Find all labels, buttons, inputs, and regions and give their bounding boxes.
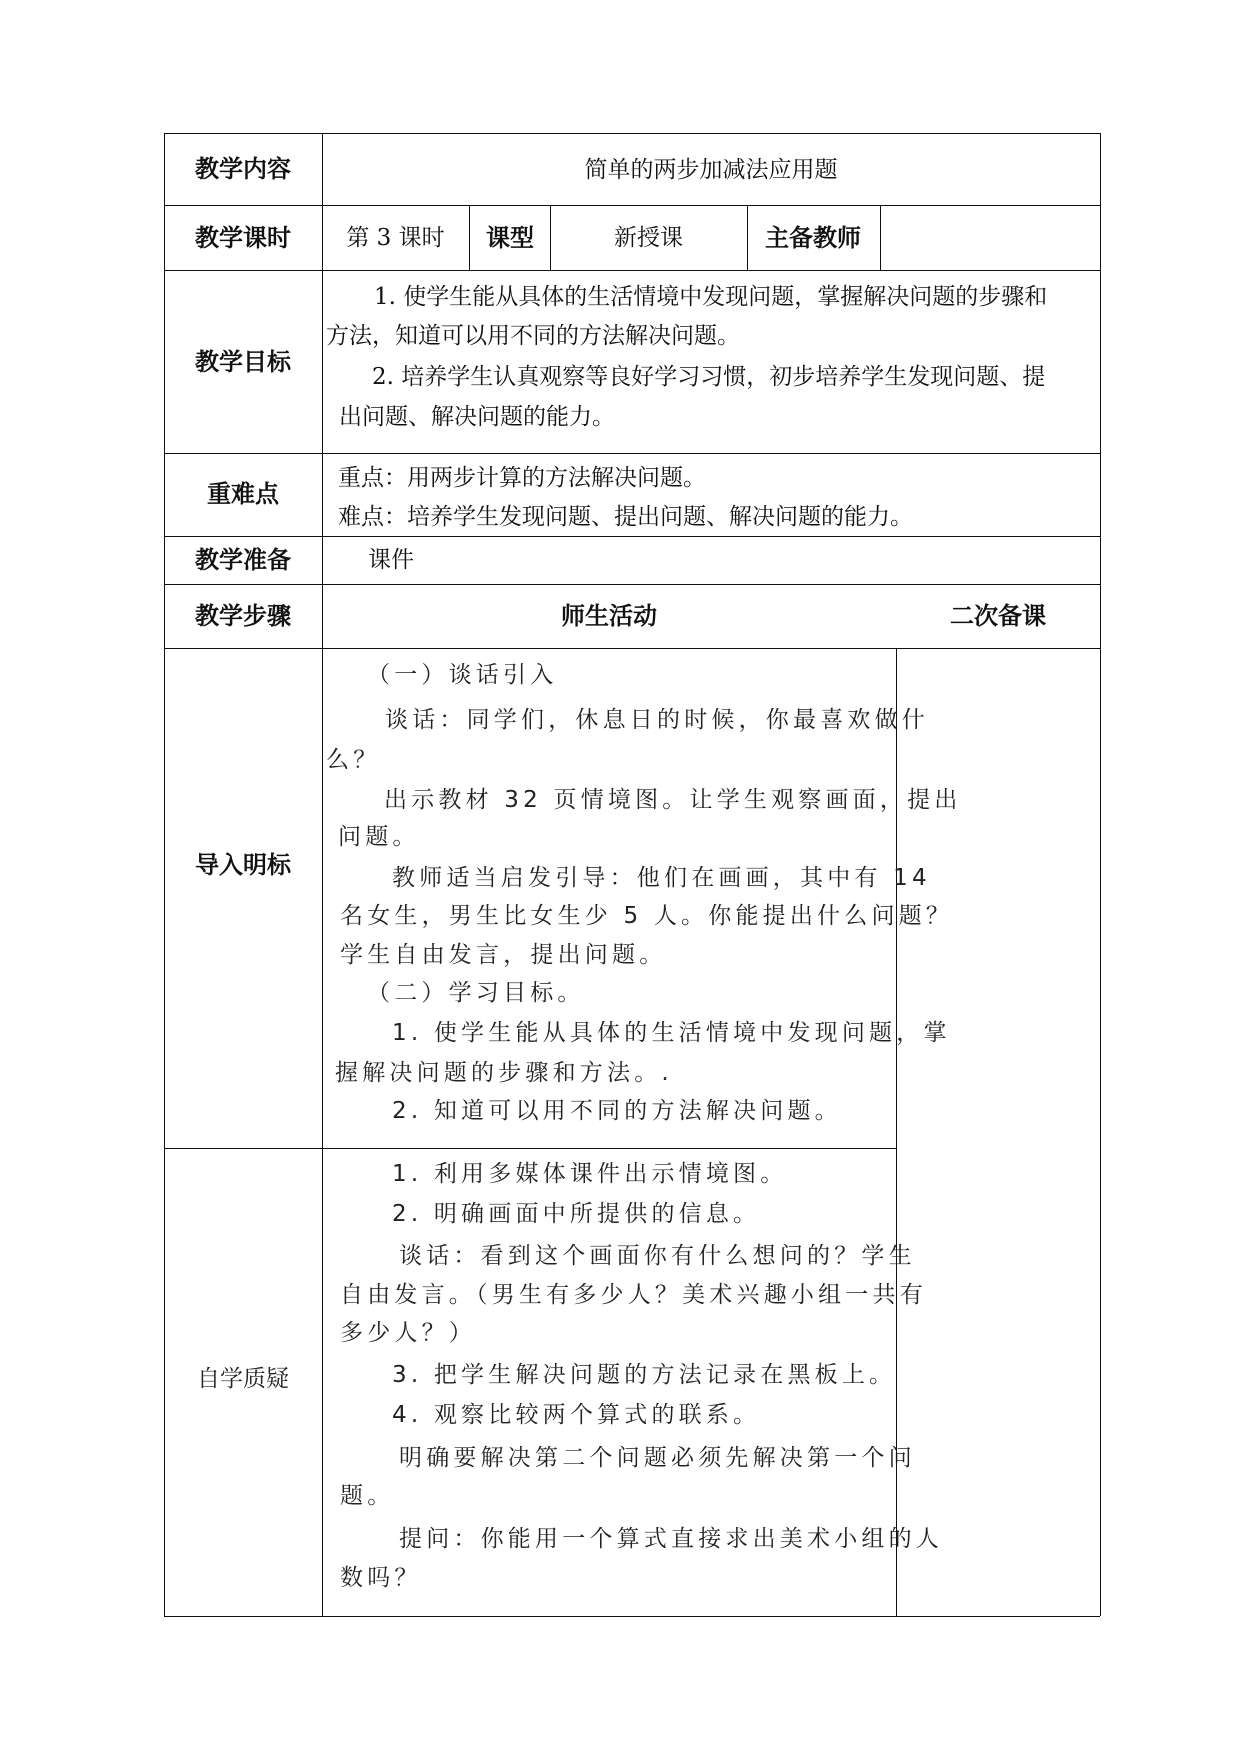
table-border-right — [1100, 1159, 1101, 1616]
self-study-line: 提问：你能用一个算式直接求出美术小组的人 — [399, 1526, 943, 1552]
goals-line: 方法，知道可以用不同的方法解决问题。 — [326, 323, 740, 349]
teacher-label: 主备教师 — [765, 224, 861, 252]
prep-value: 课件 — [368, 547, 414, 573]
goals-line: 出问题、解决问题的能力。 — [339, 404, 615, 430]
content-label: 教学内容 — [195, 155, 291, 183]
row-divider — [164, 584, 1100, 585]
table-border-left — [164, 133, 165, 1160]
self-study-line: 2. 明确画面中所提供的信息。 — [392, 1201, 761, 1227]
intro-line: （二）学习目标。 — [367, 980, 585, 1006]
key-point-line: 重点：用两步计算的方法解决问题。 — [338, 465, 706, 491]
intro-line: 问题。 — [338, 824, 420, 850]
intro-line: 出示教材 32 页情境图。让学生观察画面，提出 — [384, 787, 962, 813]
row-divider — [164, 648, 1100, 649]
activities-header: 师生活动 — [561, 602, 657, 630]
type-label: 课型 — [486, 224, 534, 252]
row-divider — [164, 453, 1100, 454]
self-study-section-label: 自学质疑 — [197, 1366, 289, 1392]
intro-line: 谈话：同学们，休息日的时候，你最喜欢做什 — [385, 707, 929, 733]
content-value: 简单的两步加减法应用题 — [584, 157, 838, 183]
column-divider — [896, 1148, 897, 1616]
intro-line: 1. 使学生能从具体的生活情境中发现问题，掌 — [392, 1020, 951, 1046]
self-study-line: 明确要解决第二个问题必须先解决第一个问 — [399, 1445, 916, 1471]
self-study-line: 1. 利用多媒体课件出示情境图。 — [392, 1161, 788, 1187]
column-divider — [322, 133, 323, 1160]
difficulty-line: 难点：培养学生发现问题、提出问题、解决问题的能力。 — [338, 504, 913, 530]
intro-line: 2. 知道可以用不同的方法解决问题。 — [392, 1098, 842, 1124]
column-divider — [747, 205, 748, 270]
intro-line: 么？ — [326, 747, 381, 773]
intro-line: （一）谈话引入 — [367, 662, 558, 688]
steps-header: 教学步骤 — [195, 602, 291, 630]
self-study-line: 数吗？ — [340, 1565, 422, 1591]
column-divider — [322, 1159, 323, 1616]
self-study-line: 4. 观察比较两个算式的联系。 — [392, 1402, 761, 1428]
type-value: 新授课 — [614, 225, 683, 251]
self-study-line: 题。 — [340, 1483, 395, 1509]
key-points-label: 重难点 — [207, 480, 279, 508]
row-divider — [164, 205, 1100, 206]
row-divider — [164, 536, 1100, 537]
goals-line: 2. 培养学生认真观察等良好学习习惯，初步培养学生发现问题、提 — [372, 364, 1046, 390]
goals-line: 1. 使学生能从具体的生活情境中发现问题，掌握解决问题的步骤和 — [374, 284, 1048, 310]
period-label: 教学课时 — [195, 224, 291, 252]
goals-label: 教学目标 — [195, 348, 291, 376]
prep-label: 教学准备 — [195, 546, 291, 574]
self-study-line: 多少人？） — [340, 1320, 476, 1346]
self-study-line: 自由发言。（男生有多少人？美术兴趣小组一共有 — [340, 1282, 927, 1308]
intro-line: 握解决问题的步骤和方法。. — [335, 1060, 673, 1086]
self-study-line: 3. 把学生解决问题的方法记录在黑板上。 — [392, 1362, 897, 1388]
intro-section-label: 导入明标 — [195, 851, 291, 879]
intro-line: 教师适当启发引导：他们在画画，其中有 14 — [392, 865, 931, 891]
table-border-left — [164, 1159, 165, 1616]
row-divider — [164, 270, 1100, 271]
second-prep-header: 二次备课 — [950, 602, 1046, 630]
column-divider — [880, 205, 881, 270]
table-border-top — [164, 133, 1100, 134]
row-divider — [164, 1148, 896, 1149]
intro-line: 学生自由发言，提出问题。 — [340, 942, 667, 968]
table-border-right — [1100, 133, 1101, 1160]
period-value: 第 3 课时 — [346, 225, 445, 251]
intro-line: 名女生，男生比女生少 5 人。你能提出什么问题？ — [340, 903, 954, 929]
column-divider — [469, 205, 470, 270]
table-border-bottom — [164, 1616, 1100, 1617]
self-study-line: 谈话：看到这个画面你有什么想问的？学生 — [399, 1243, 916, 1269]
